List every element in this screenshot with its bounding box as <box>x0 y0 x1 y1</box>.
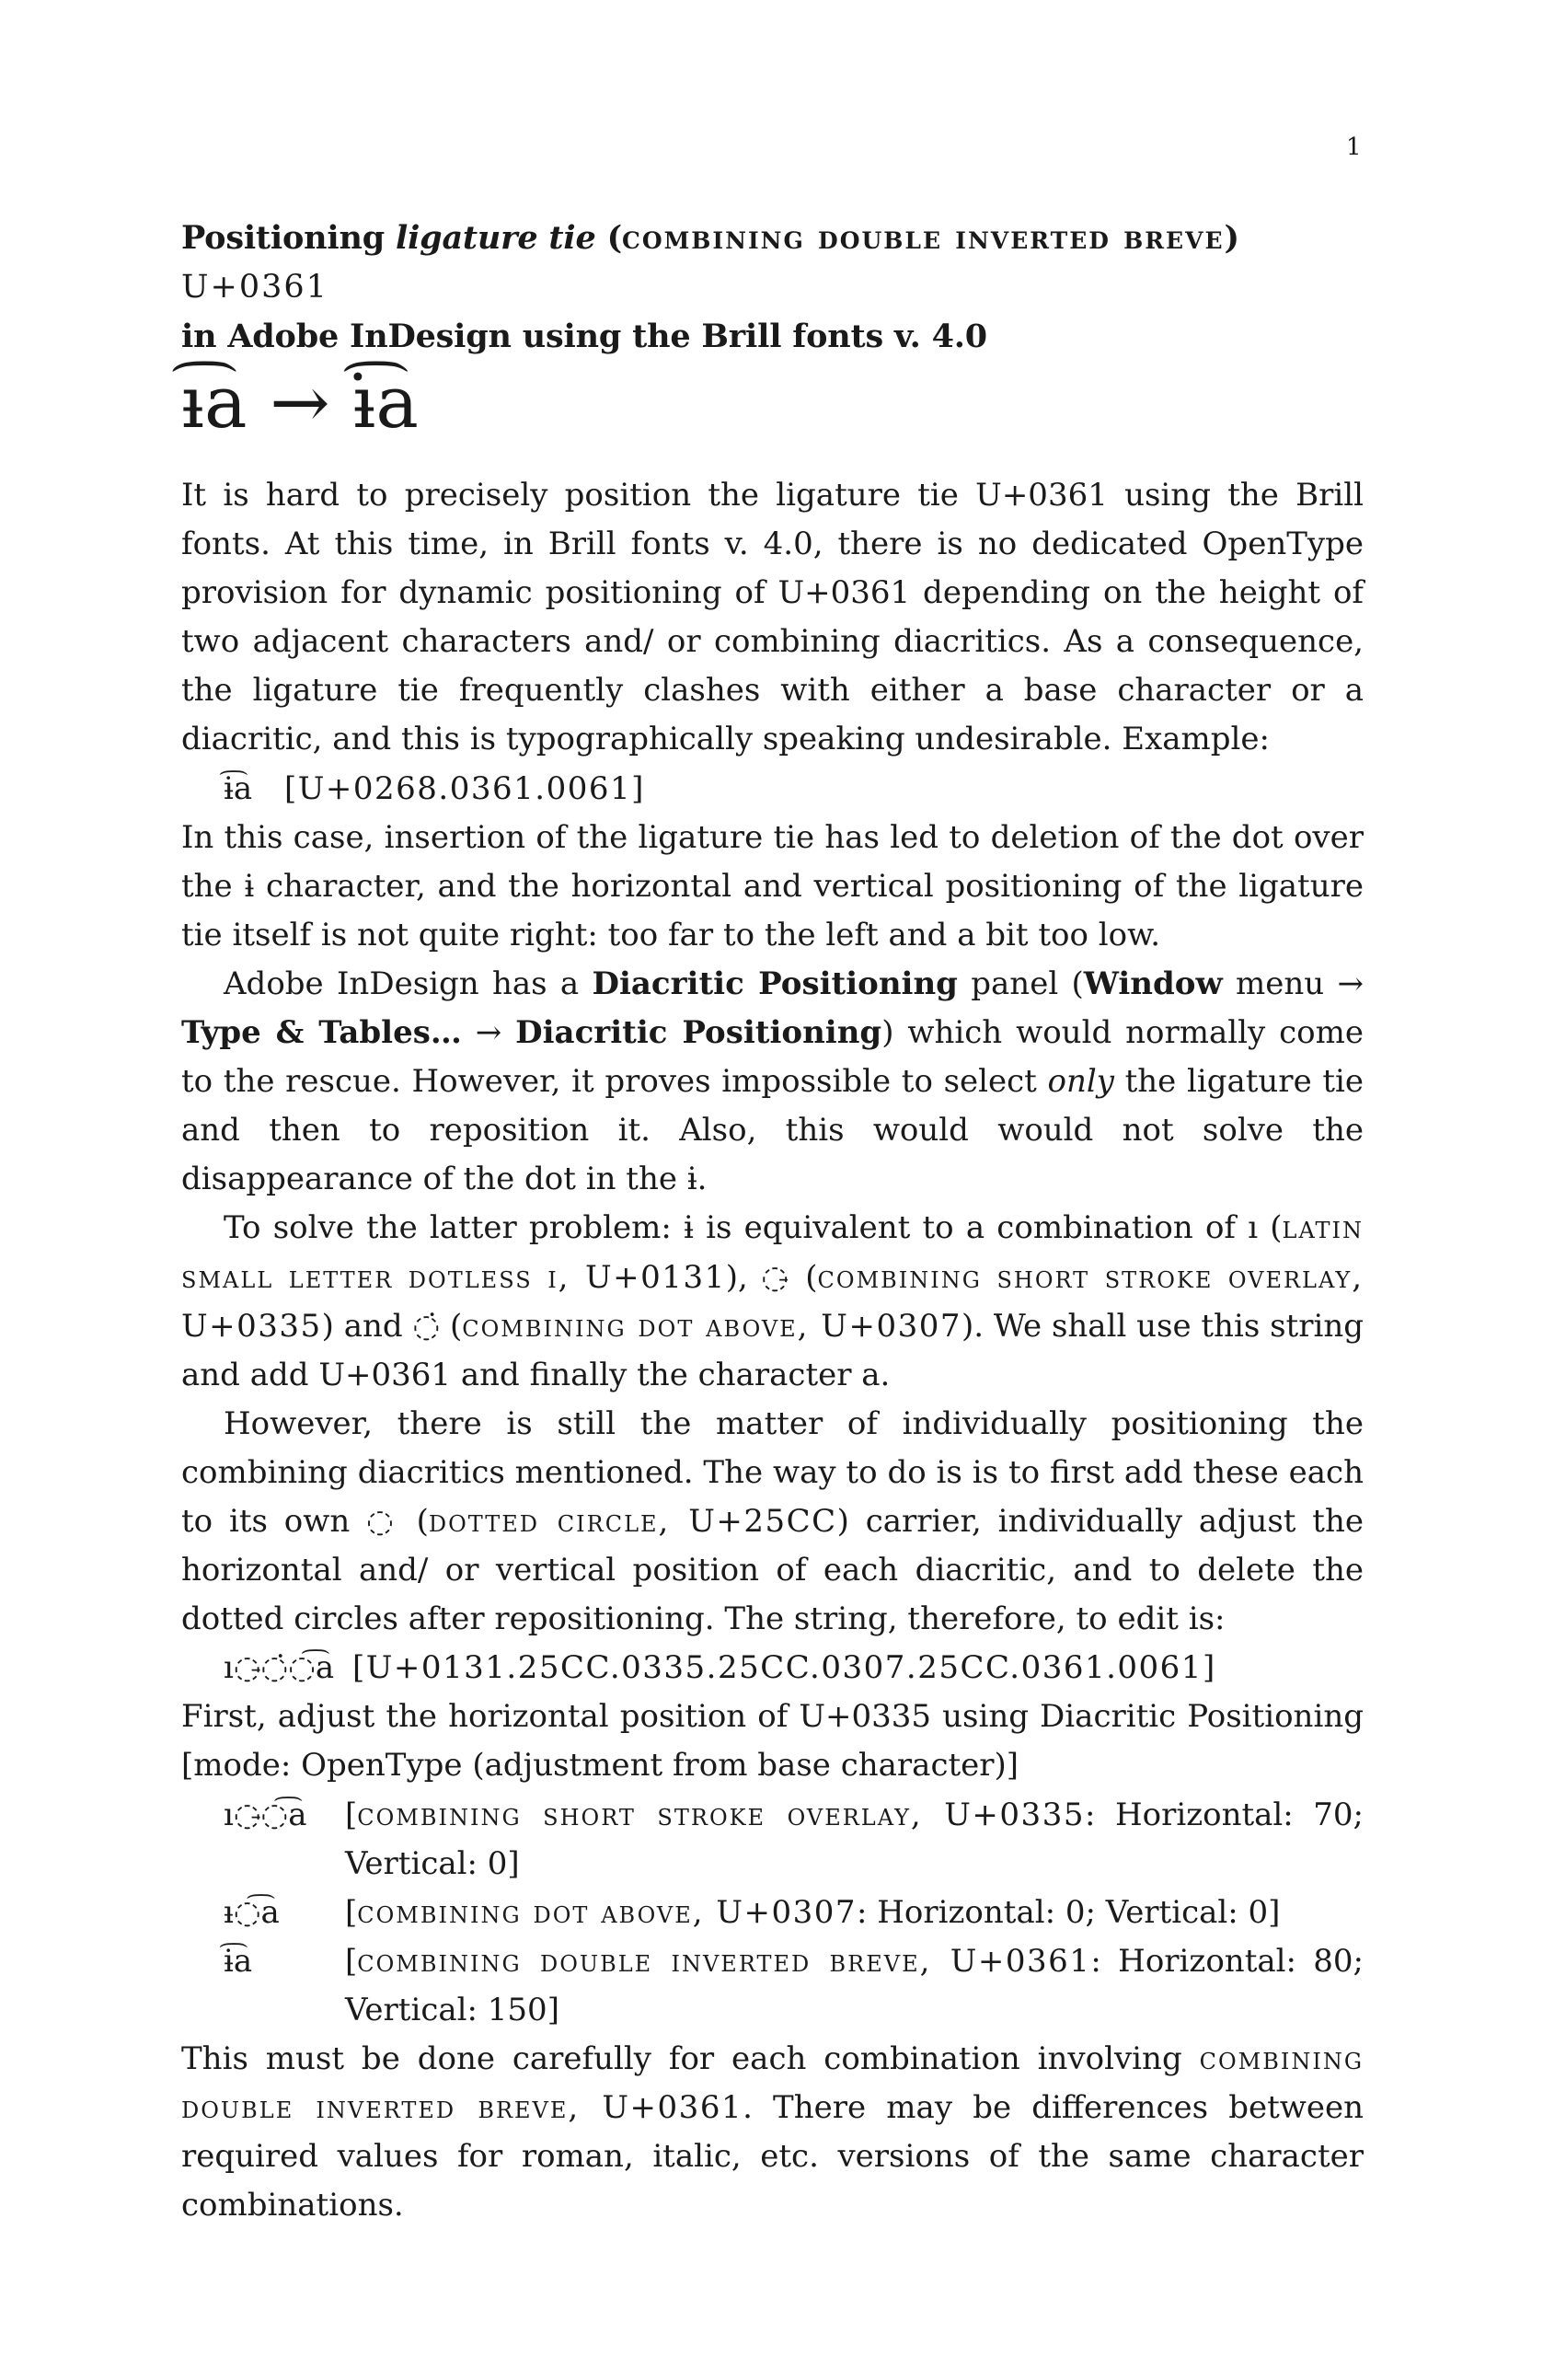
text: panel ( <box>957 965 1084 1002</box>
page-number: 1 <box>1346 133 1362 161</box>
bold-text: Type & Tables… <box>181 1014 462 1052</box>
bold-text: Window <box>1083 965 1223 1002</box>
smallcaps-text: combining short stroke overlay, <box>817 1258 1364 1296</box>
example-code: [U+0131.25CC.0335.25CC.0307.25CC.0361.0061] <box>352 1649 1216 1687</box>
title-code: U+0361 <box>181 269 328 306</box>
title-italic: ligature tie <box>395 219 596 257</box>
text: ) and ◌̇ ( <box>321 1307 463 1345</box>
step-glyph: ɨ͡a <box>224 1942 253 1980</box>
text: However, there is still the matter of individually positioning the combining diacritics mentioned. The way to do is is to first add these each to its own ◌ ( <box>181 1404 1364 1540</box>
title-text: Positioning <box>181 219 396 257</box>
smallcaps-text: combining dot above, <box>357 1893 717 1931</box>
step-glyph: ı̵◌͡a <box>224 1893 280 1931</box>
code-text: U+0335 <box>944 1796 1085 1833</box>
code-text: U+0307 <box>821 1307 961 1345</box>
smallcaps-text: combining double inverted breve, <box>357 1942 950 1980</box>
paragraph-2: In this case, insertion of the ligature tie has led to deletion of the dot over the ɨ character, and the horizontal and vertical positioning of the ligature tie itself is not quite right: too far to the left and a bit too low. <box>181 818 1364 953</box>
title-text: ) <box>1224 219 1239 257</box>
page-title <box>181 214 1364 361</box>
paragraph-6: First, adjust the horizontal position of U+0335 using Diacritic Positioning [mode: OpenType (adjustment from base character)] <box>181 1698 1364 1785</box>
text: Adobe InDesign has a <box>224 965 593 1002</box>
example-2 <box>181 1644 1364 1693</box>
text: To solve the latter problem: ɨ is equivalent to a combination of ı ( <box>224 1209 1283 1247</box>
text: : Horizontal: 0; Vertical: 0] <box>857 1893 1281 1931</box>
paragraph-4 <box>181 1204 1364 1399</box>
steps-table <box>181 1791 1364 2035</box>
example-1 <box>181 765 1364 814</box>
title-text: ( <box>595 219 622 257</box>
text: → <box>461 1014 516 1052</box>
paragraph-7 <box>181 2035 1364 2230</box>
step-description <box>345 1937 1364 2035</box>
text: [ <box>345 1942 358 1980</box>
smallcaps-text: latin small letter dotless i, <box>181 1209 1364 1296</box>
smallcaps-text: combining dot above, <box>462 1307 822 1345</box>
title-smallcaps: combining double inverted breve <box>621 219 1225 257</box>
example-glyph: ı◌̵◌̇◌͡a <box>224 1649 335 1687</box>
title-line2: in Adobe InDesign using the Brill fonts v. 4.0 <box>181 318 987 355</box>
text: : Horizontal: 80; Vertical: 150] <box>345 1942 1364 2028</box>
text: : Horizontal: 70; Vertical: 0] <box>345 1796 1364 1882</box>
step-description <box>345 1889 1364 1937</box>
example-glyph: ɨ͡a <box>224 769 253 807</box>
smallcaps-text: combining double inverted breve, <box>181 2040 1364 2127</box>
text: [ <box>345 1893 358 1931</box>
code-text: U+0131 <box>585 1258 726 1296</box>
code-text: U+0335 <box>181 1307 322 1345</box>
text: ) carrier, individually adjust the horizontal and/ or vertical position of each diacritic, and to delete the dotted circles after repositioning. The string, therefore, to edit is: <box>181 1502 1364 1638</box>
paragraph-5 <box>181 1400 1364 1644</box>
smallcaps-text: combining short stroke overlay, <box>357 1796 945 1833</box>
text: menu → <box>1222 965 1364 1002</box>
smallcaps-text: dotted circle, <box>428 1502 689 1540</box>
text: ), ◌̵ ( <box>725 1258 818 1296</box>
paragraph-3 <box>181 960 1364 1204</box>
paragraph-1: It is hard to precisely position the ligature tie U+0361 using the Brill fonts. At this time, in Brill fonts v. 4.0, there is no dedicated OpenType provision for dynamic positioning of U+0361 depending on the height of two adjacent characters and/ or combining diacritics. As a consequence, the ligature tie frequently clashes with either a base character or a diacritic, and this is typographically speaking undesirable. Example: <box>181 477 1364 758</box>
text: . There may be differences between required values for roman, italic, etc. versions of the same character combinations. <box>181 2089 1364 2224</box>
code-text: U+25CC <box>688 1502 837 1540</box>
step-glyph: ı◌̵◌͡a <box>224 1796 307 1833</box>
text: ) which would normally come to the rescue. However, it proves impossible to select <box>181 1014 1364 1101</box>
display-example: ı̵͡a → ı̵̇͡a <box>181 362 419 445</box>
text: the ligature tie and then to reposition it. Also, this would would not solve the disappearance of the dot in the ɨ. <box>181 1063 1364 1198</box>
bold-text: Diacritic Positioning <box>592 965 958 1002</box>
code-text: U+0307 <box>716 1893 857 1931</box>
text: [ <box>345 1796 358 1833</box>
bold-text: Diacritic Positioning <box>515 1014 882 1052</box>
step-description <box>345 1791 1364 1889</box>
code-text: U+0361 <box>950 1942 1091 1980</box>
text: This must be done carefully for each combination involving <box>181 2040 1200 2077</box>
text: ). We shall use this string and add U+0361 and finally the character a. <box>181 1307 1364 1393</box>
italic-text: only <box>1047 1063 1114 1101</box>
text-column <box>181 214 1364 2230</box>
example-code: [U+0268.0361.0061] <box>284 769 645 807</box>
code-text: U+0361 <box>602 2089 743 2127</box>
